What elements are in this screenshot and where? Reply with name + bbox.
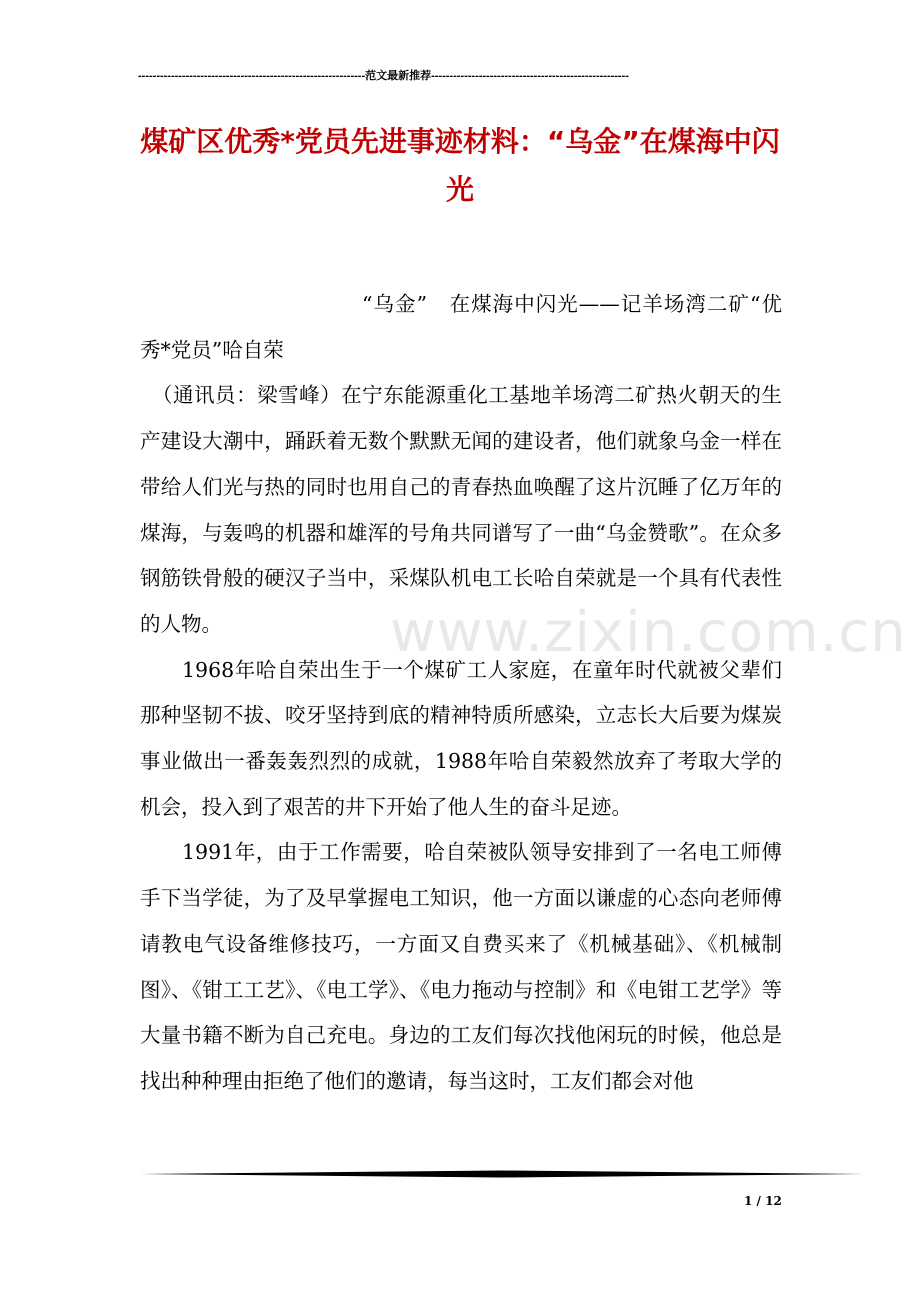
page-number: 1 / 12 — [744, 1194, 782, 1208]
document-title: 煤矿区优秀*党员先进事迹材料：“乌金”在煤海中闪光 — [140, 125, 780, 206]
subtitle: “乌金” 在煤海中闪光——记羊场湾二矿“优秀*党员”哈自荣 — [140, 292, 782, 362]
paragraph-1: （通讯员：梁雪峰）在宁东能源重化工基地羊场湾二矿热火朝天的生产建设大潮中，踊跃着无数个默默无闻的建设者，他们就象乌金一样在带给人们光与热的同时也用自己的青春热血唤醒了这片沉睡了亿万年的煤海，与轰鸣的机器和雄浑的号角共同谱写了一曲“乌金赞歌”。在众多钢筋铁骨般的硬汉子当中，采煤队机电工长哈自荣就是一个具有代表性的人物。 — [140, 383, 782, 636]
footer-rule — [140, 1170, 864, 1178]
paragraph-2: 1968年哈自荣出生于一个煤矿工人家庭，在童年时代就被父辈们那种坚韧不拔、咬牙坚持到底的精神特质所感染，立志长大后要为煤炭事业做出一番轰轰烈烈的成就，1988年哈自荣毅然放弃了考取大学的机会，投入到了艰苦的井下开始了他人生的奋斗足迹。 — [140, 657, 782, 819]
watermark: www.zixin.com.cn — [390, 600, 907, 665]
page-header: --------------------------------------------------------------范文最新推荐------------------------------------------------------ — [138, 70, 629, 82]
paragraph-3: 1991年，由于工作需要，哈自荣被队领导安排到了一名电工师傅手下当学徒，为了及早掌握电工知识，他一方面以谦虚的心态向老师傅请教电气设备维修技巧，一方面又自费买来了《机械基础》、《机械制图》、《钳工工艺》、《电工学》、《电力拖动与控制》和《电钳工艺学》等大量书籍不断为自己充电。身边的工友们每次找他闲玩的时候，他总是找出种种理由拒绝了他们的邀请，每当这时，工友们都会对他 — [140, 840, 782, 1093]
document-body — [140, 282, 782, 1105]
